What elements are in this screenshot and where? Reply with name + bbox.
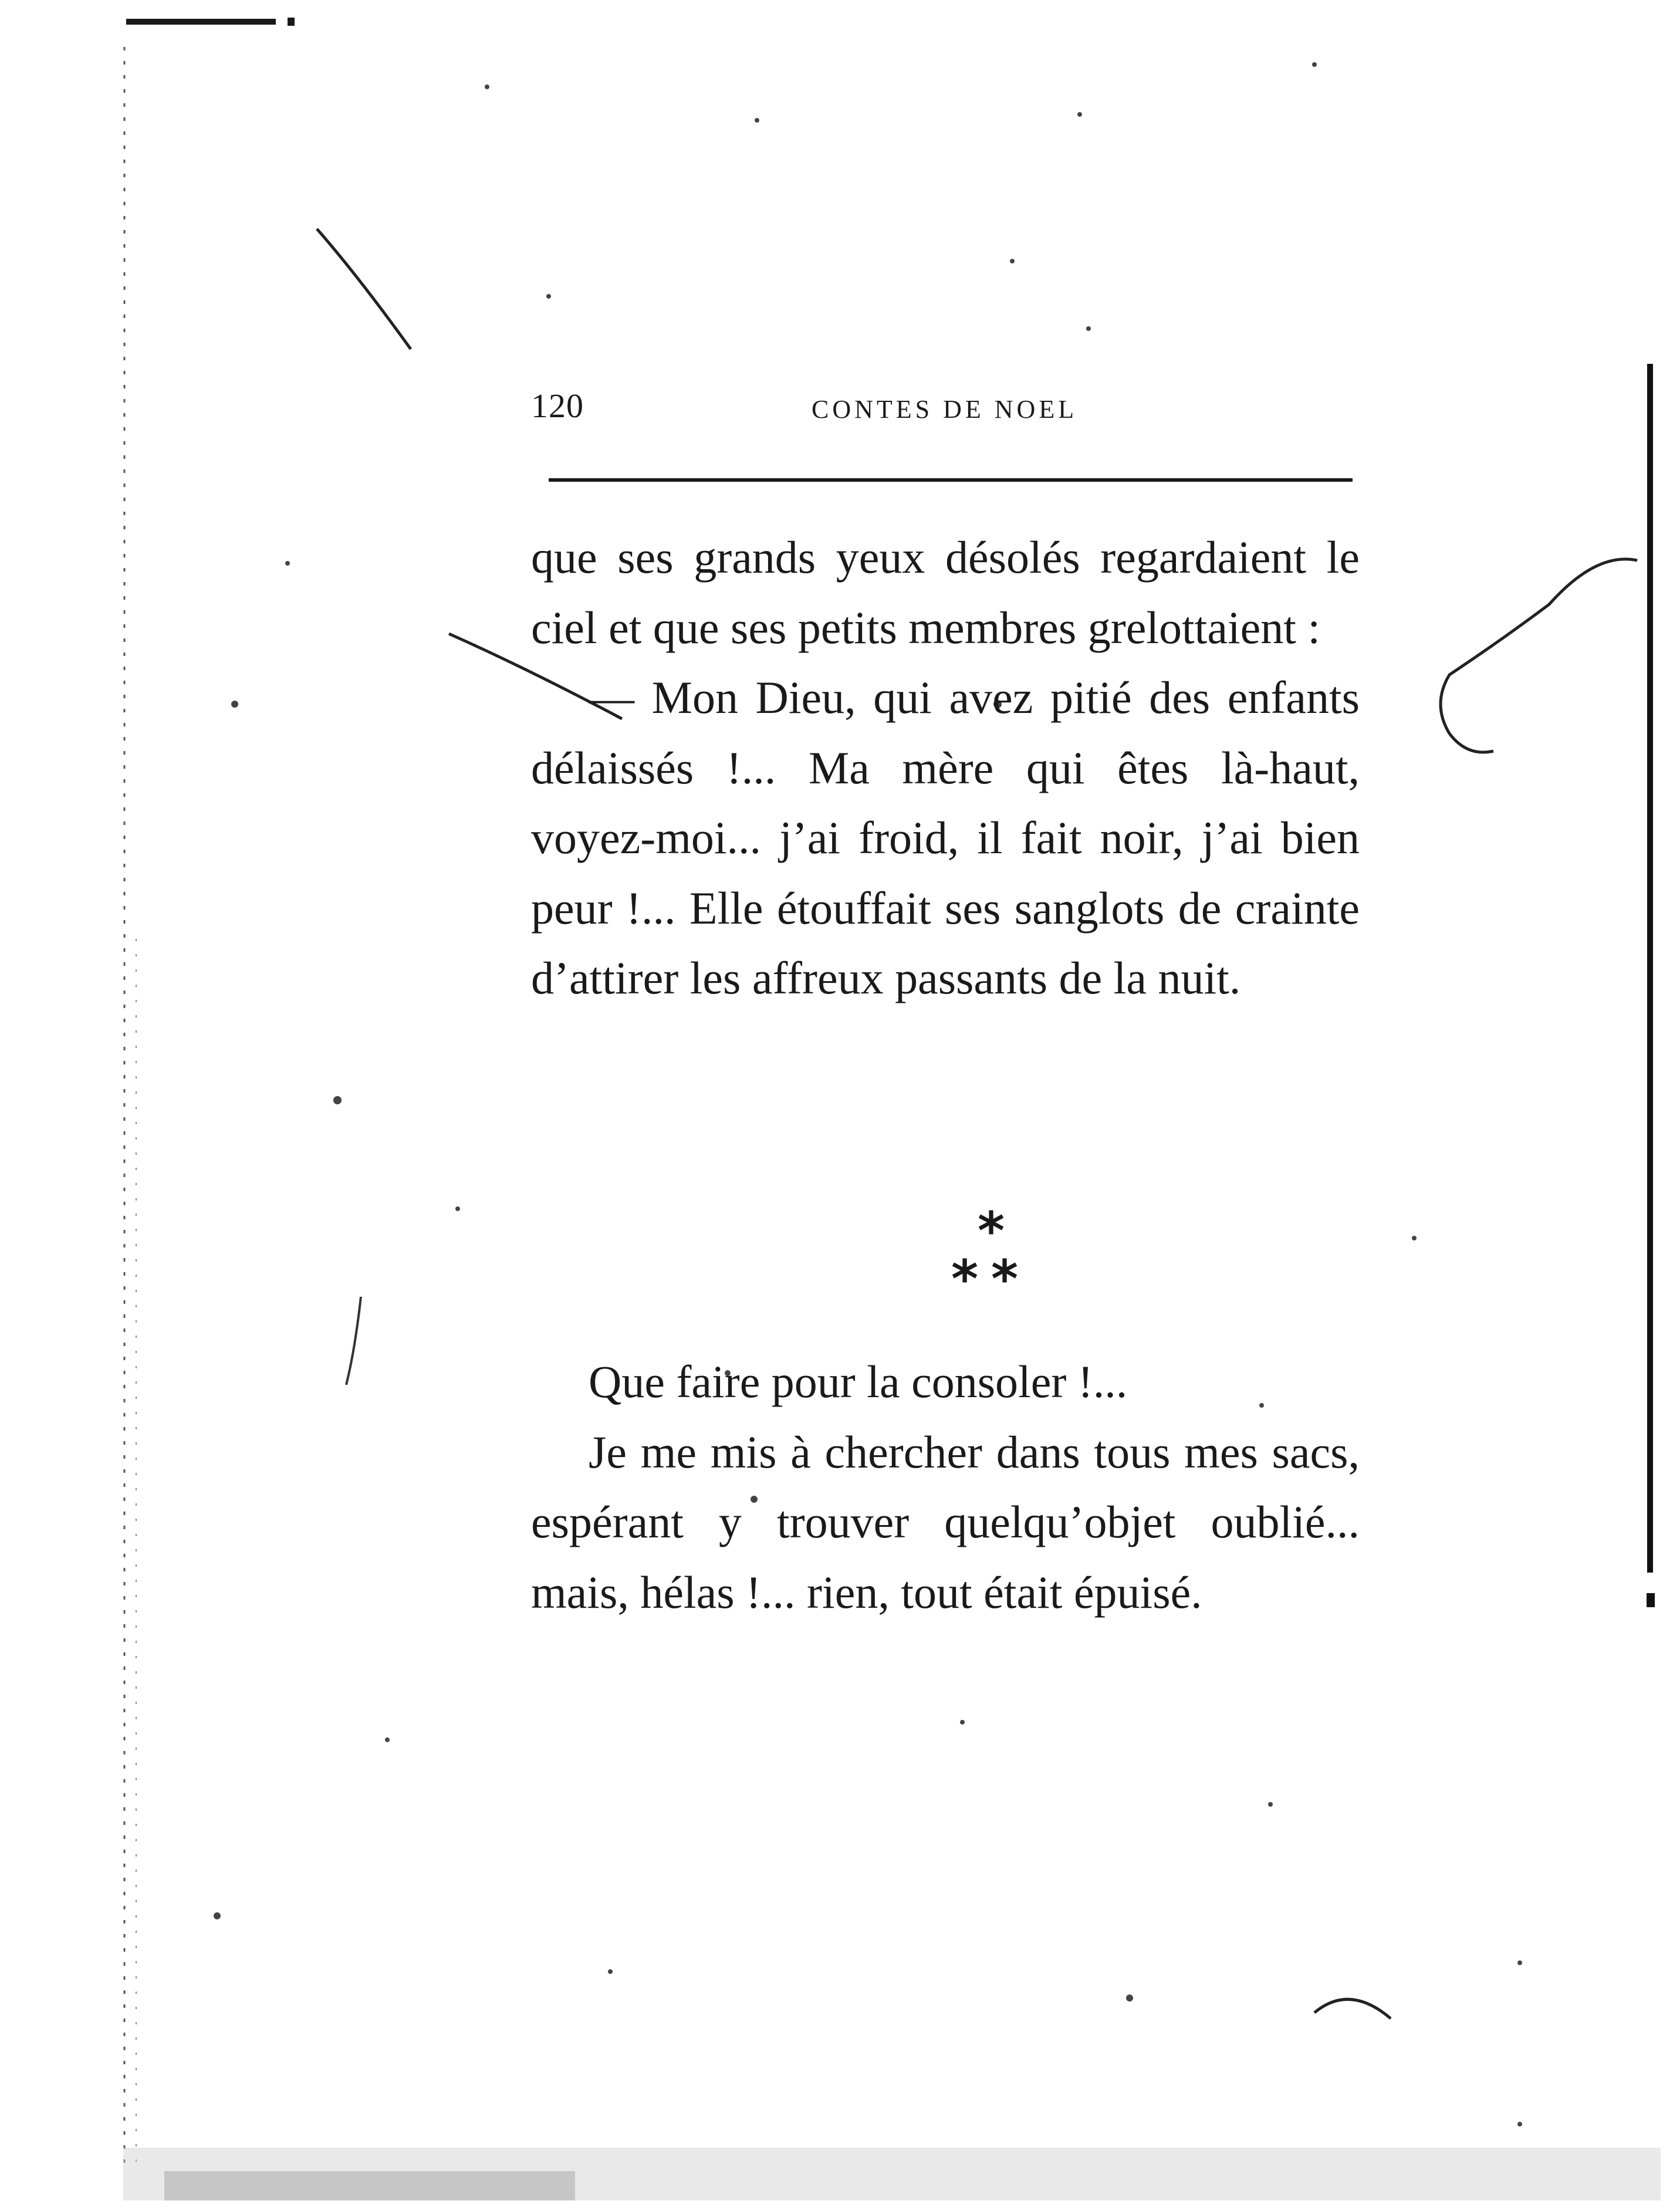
scan-edge-bar-top — [126, 19, 276, 25]
running-title: CONTES DE NOEL — [812, 395, 1078, 424]
book-page — [531, 376, 1360, 1618]
asterism-separator — [531, 1201, 1360, 1309]
paragraph-question: Que faire pour la consoler !... — [589, 1356, 1128, 1407]
pencil-stroke-left-margin — [346, 1297, 361, 1385]
scan-edge-right-mark — [1647, 1593, 1655, 1607]
pencil-stroke-right — [1441, 559, 1637, 752]
passage-1 — [531, 522, 1360, 1013]
pencil-stroke-bottomright — [1314, 1999, 1391, 2019]
paragraph-continued: que ses grands yeux désolés regardaient le ciel et que ses petits membres grelottaient : — [531, 532, 1360, 653]
passage-2 — [531, 1347, 1360, 1627]
asterism-row-2: ** — [951, 1249, 1032, 1309]
running-head — [531, 376, 1353, 440]
paragraph-search: Je me mis à chercher dans tous mes sacs, espérant y trouver quelqu’objet oublié... mais, hélas !... rien, tout était épuisé. — [531, 1426, 1360, 1618]
paragraph-prayer: — Mon Dieu, qui avez pitié des enfants délaissés !... Ma mère qui êtes là-haut, voyez-moi... j’ai froid, il fait noir, j’ai bien peur !... Elle étouffait ses sanglots de crainte d’attirer les affreux passants de la nuit. — [531, 672, 1360, 1003]
asterism-row-1: * — [977, 1201, 1005, 1261]
scan-specks — [214, 62, 1522, 2127]
scan-edge-dot-top — [288, 18, 295, 26]
scan-bottom-band-dark — [164, 2171, 575, 2200]
header-rule — [549, 478, 1353, 482]
pencil-stroke-topleft — [317, 229, 411, 349]
page-number: 120 — [531, 387, 584, 425]
